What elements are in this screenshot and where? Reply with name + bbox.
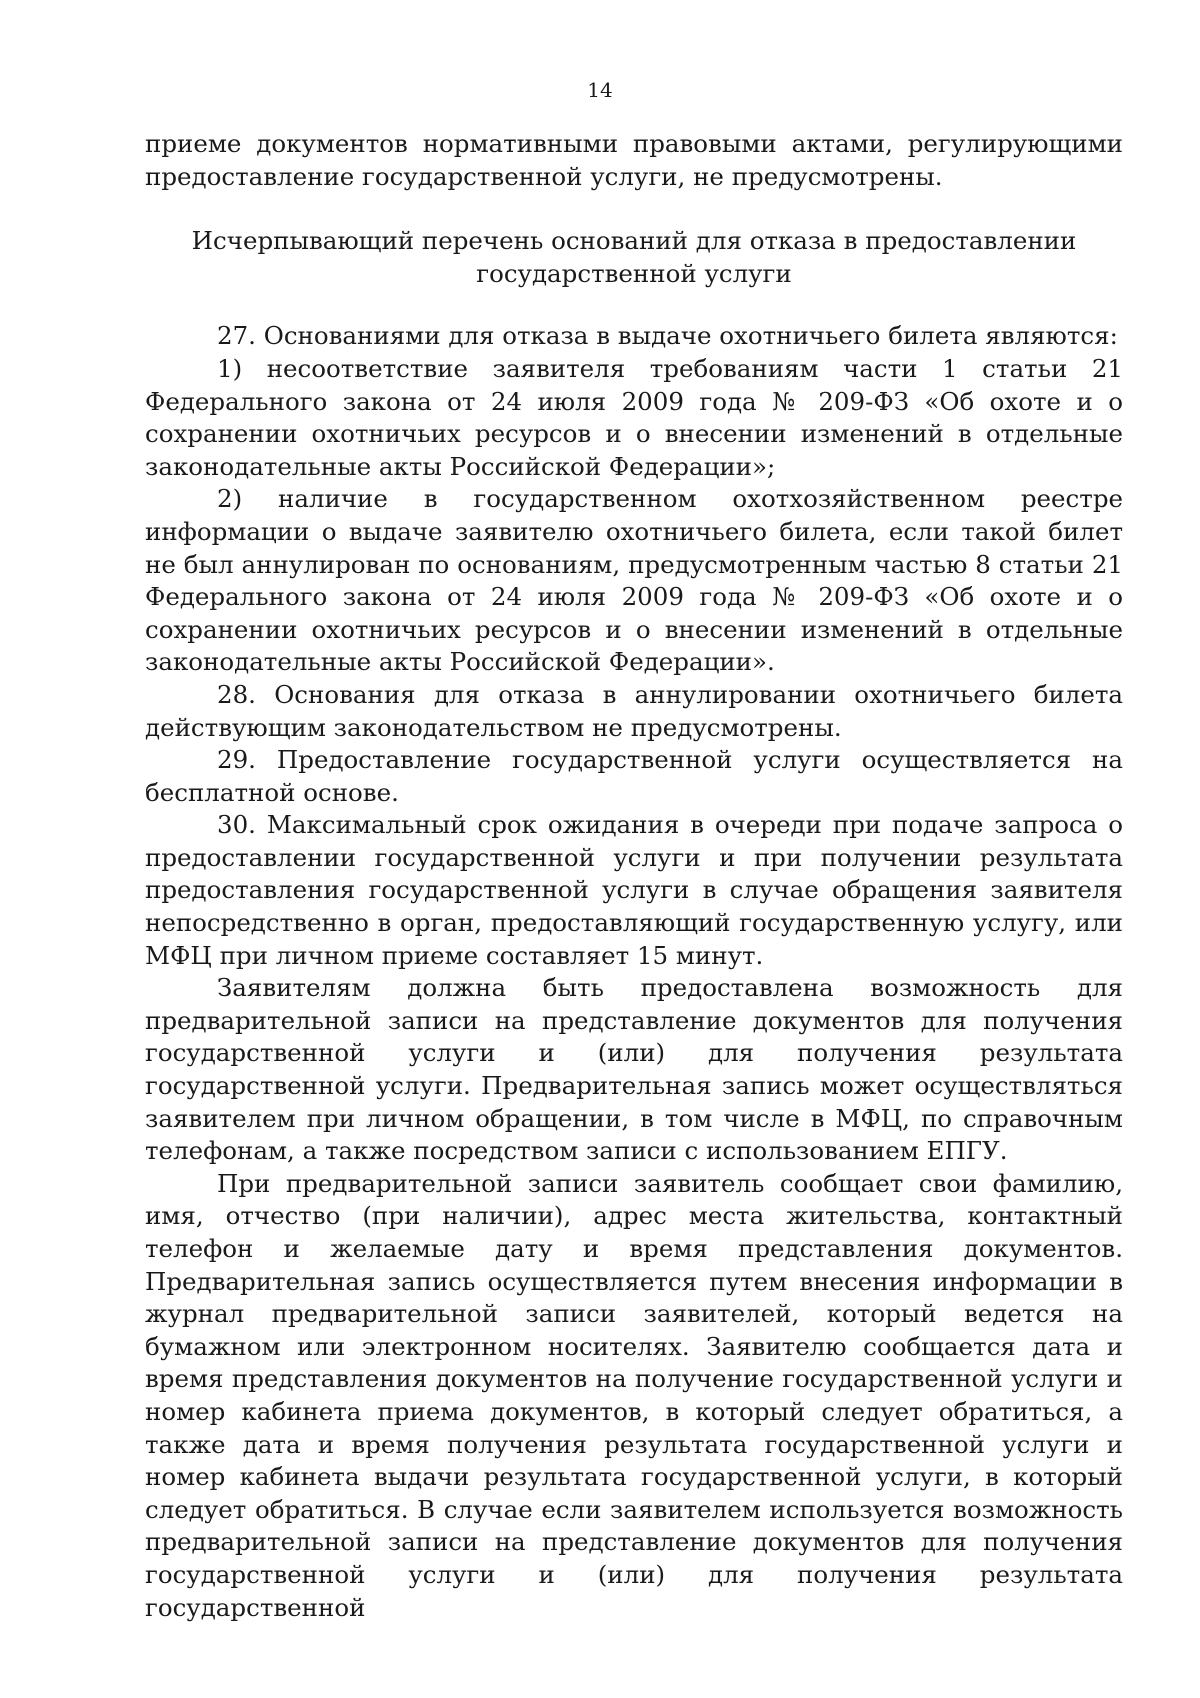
continuation-paragraph: приеме документов нормативными правовыми актами, регулирующими предоставление государственной услуги, не предусмотрены. [145, 129, 1123, 191]
paragraph-27-item-2: 2) наличие в государственном охотхозяйственном реестре информации о выдаче заявителю охотничьего билета, если такой билет не был аннулирован по основаниям, предусмотренным частью 8 статьи 21 Федерального закона от 24 июля 2009 года № 209-ФЗ «Об охоте и о сохранении охотничьих ресурсов и о внесении изменений в отдельные законодательные акты Российской Федерации». [145, 484, 1123, 677]
section-heading [145, 225, 1123, 290]
paragraph-pre-registration: Заявителям должна быть предоставлена возможность для предварительной записи на представление документов для получения государственной услуги и (или) для получения результата государственной услуги. Предварительная запись может осуществляться заявителем при личном обращении, в том числе в МФЦ, по справочным телефонам, а также посредством записи с использованием ЕПГУ. [145, 973, 1123, 1166]
paragraph-28: 28. Основания для отказа в аннулировании охотничьего билета действующим законодательством не предусмотрены. [145, 679, 1123, 742]
paragraph-30: 30. Максимальный срок ожидания в очереди при подаче запроса о предоставлении государственной услуги и при получении результата предоставления государственной услуги в случае обращения заявителя непосредственно в орган, предоставляющий государственную услугу, или МФЦ при личном приеме составляет 15 минут. [145, 810, 1123, 970]
section-heading-line-1: Исчерпывающий перечень оснований для отказа в предоставлении [191, 226, 1077, 256]
paragraph-27: 27. Основаниями для отказа в выдаче охотничьего билета являются: [217, 321, 1118, 351]
page-number: 14 [587, 78, 613, 102]
paragraph-pre-registration-details: При предварительной записи заявитель сообщает свои фамилию, имя, отчество (при наличии), адрес места жительства, контактный телефон и желаемые дату и время представления документов. Предварительная запись осуществляется путем внесения информации в журнал предварительной записи заявителей, который ведется на бумажном или электронном носителях. Заявителю сообщается дата и время представления документов на получение государственной услуги и номер кабинета приема документов, в который следует обратиться, а также дата и время получения результата государственной услуги и номер кабинета выдачи результата государственной услуги, в который следует обратиться. В случае если заявителем используется возможность предварительной записи на представление документов для получения государственной услуги и (или) для получения результата государственной [145, 1168, 1123, 1622]
section-heading-line-2: государственной услуги [476, 258, 792, 288]
paragraph-29: 29. Предоставление государственной услуги осуществляется на бесплатной основе. [145, 745, 1123, 807]
document-body [145, 128, 1123, 1624]
paragraph-27-item-1: 1) несоответствие заявителя требованиям части 1 статьи 21 Федерального закона от 24 июля 2009 года № 209-ФЗ «Об охоте и о сохранении охотничьих ресурсов и о внесении изменений в отдельные законодательные акты Российской Федерации»; [145, 353, 1123, 481]
